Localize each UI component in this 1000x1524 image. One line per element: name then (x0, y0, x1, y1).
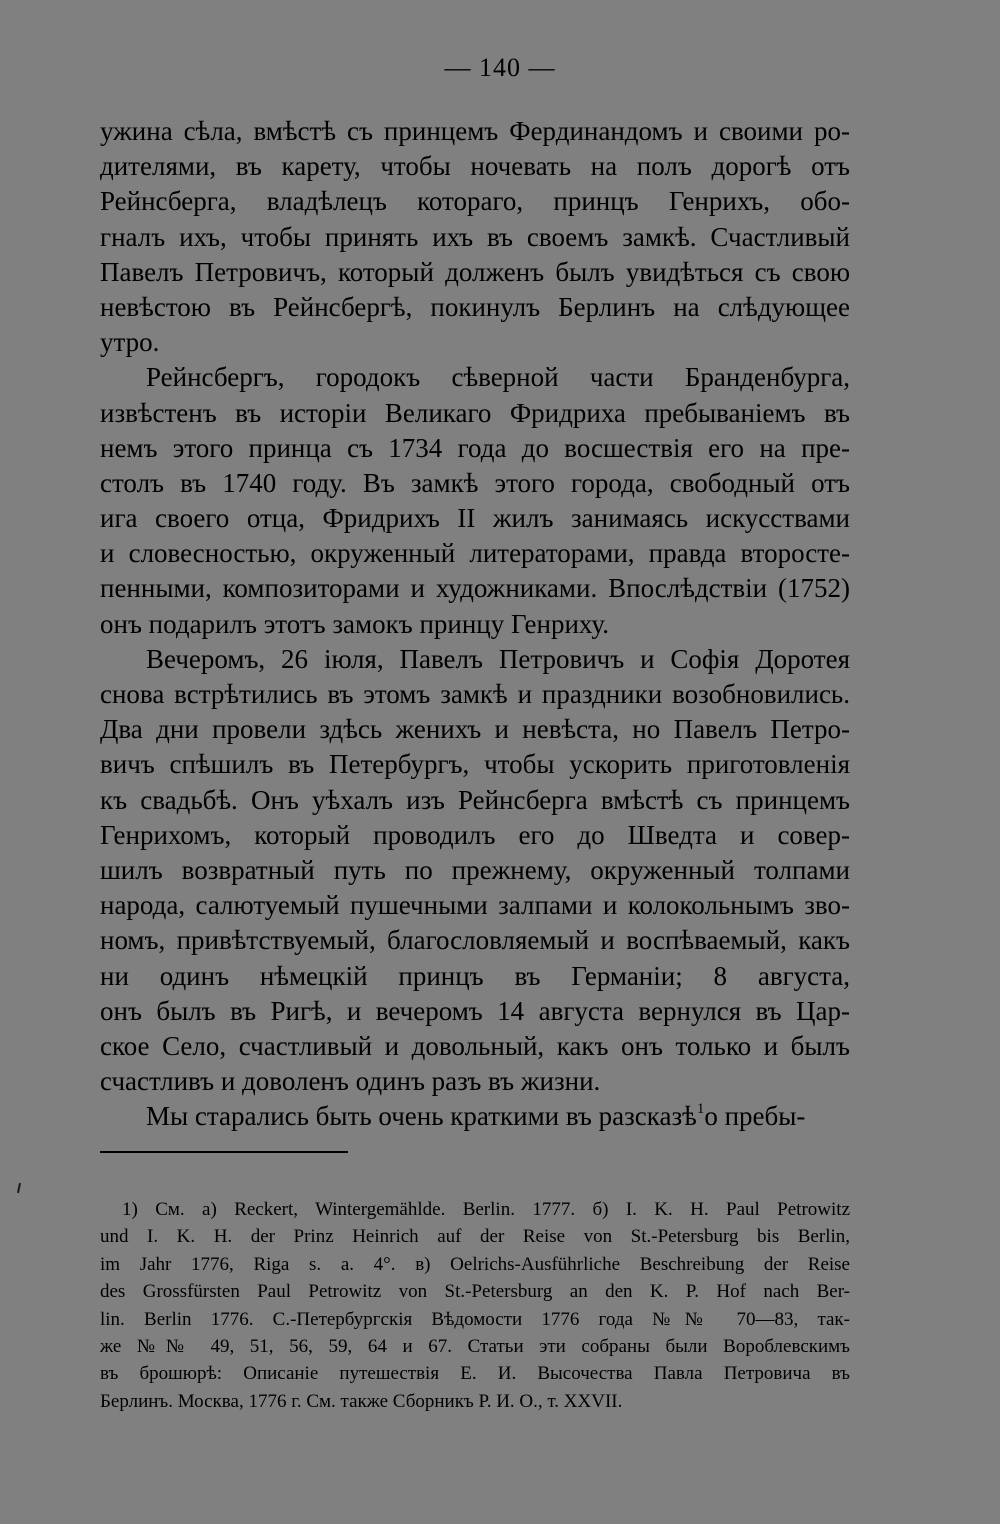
page-number: — 140 — (444, 53, 556, 82)
footnote-line: же №№ 49, 51, 56, 59, 64 и 67. Статьи эти собраны были Вороблевскимъ (100, 1335, 850, 1357)
text-line: ское Село, счастливый и довольный, какъ онъ только и былъ (100, 1030, 850, 1061)
text-line: немъ этого принца съ 1734 года до восшествія его на пре- (100, 432, 850, 463)
footnote-line: im Jahr 1776, Riga s. a. 4°. в) Oelrichs-Ausführliche Beschreibung der Reise (100, 1253, 850, 1275)
text-line: утро. (100, 327, 160, 358)
text-line: гналъ ихъ, чтобы принять ихъ въ своемъ замкѣ. Счастливый (100, 221, 850, 252)
text-segment: о пребы- (704, 1101, 806, 1132)
text-line: номъ, привѣтствуемый, благословляемый и воспѣваемый, какъ (100, 925, 850, 956)
text-line: Два дни провели здѣсь женихъ и невѣста, но Павелъ Петро- (100, 714, 850, 745)
footnote-line: lin. Berlin 1776. С.-Петербургскія Вѣдомости 1776 года №№ 70—83, так- (100, 1308, 850, 1330)
text-line: невѣстою въ Рейнсбергѣ, покинулъ Берлинъ на слѣдующее (100, 291, 850, 322)
text-line: къ свадьбѣ. Онъ уѣхалъ изъ Рейнсберга вмѣстѣ съ принцемъ (100, 784, 850, 815)
text-line: онъ подарилъ этотъ замокъ принцу Генриху. (100, 608, 609, 639)
text-line: ужина сѣла, вмѣстѣ съ принцемъ Фердинандомъ и своими ро- (100, 116, 850, 146)
text-line: дителями, въ карету, чтобы ночевать на полъ дорогѣ отъ (100, 151, 850, 182)
footnote-text: См. а) Reckert, Wintergemählde. Berlin. 1777. б) I. K. H. Paul Petrowitz (155, 1199, 851, 1220)
text-line: и словесностью, окруженный литераторами, правда второсте- (100, 538, 850, 569)
footnote-line: und I. K. H. der Prinz Heinrich auf der Reise von St.-Petersburg bis Berlin, (100, 1226, 850, 1248)
text-line: извѣстенъ въ исторіи Великаго Фридриха пребываніемъ въ (100, 397, 850, 428)
text-line: снова встрѣтились въ этомъ замкѣ и праздники возобновились. (100, 679, 850, 709)
paragraph-first-line (100, 1099, 850, 1134)
text-line: пенными, композиторами и художниками. Впослѣдствіи (1752) (100, 573, 850, 604)
footnote-reference: 1 (696, 1101, 705, 1118)
text-line: счастливъ и доволенъ одинъ разъ въ жизни. (100, 1066, 601, 1097)
footnote-number: 1) (122, 1199, 138, 1220)
footnote-block (100, 1196, 850, 1415)
text-line: онъ былъ въ Ригѣ, и вечеромъ 14 августа вернулся въ Цар- (100, 995, 850, 1026)
text-line: шилъ возвратный путь по прежнему, окруженный толпами (100, 854, 850, 885)
main-text (100, 114, 850, 1134)
paragraph-first-line: Вечеромъ, 26 іюля, Павелъ Петровичъ и Софія Доротея (146, 643, 850, 674)
footnote-line: въ брошюрѣ: Описаніе путешествія Е. И. Высочества Павла Петровича въ (100, 1363, 850, 1385)
text-segment: Мы старались быть очень краткими въ разсказѣ (146, 1101, 697, 1132)
text-line: Генрихомъ, который проводилъ его до Шведта и совер- (100, 819, 850, 850)
text-line: ни одинъ нѣмецкій принцъ въ Германіи; 8 августа, (100, 960, 850, 991)
paragraph-first-line: Рейнсбергъ, городокъ сѣверной части Бранденбурга, (146, 362, 850, 393)
footnote-line: Берлинъ. Москва, 1776 г. См. также Сборникъ Р. И. О., т. XXVII. (100, 1390, 623, 1412)
text-line: народа, салютуемый пушечными залпами и колокольнымъ зво- (100, 890, 850, 921)
text-line: Рейнсберга, владѣлецъ котораго, принцъ Генрихъ, обо- (100, 186, 850, 217)
text-line: вичъ спѣшилъ въ Петербургъ, чтобы ускорить приготовленія (100, 749, 850, 780)
footnote-first-line (100, 1196, 850, 1223)
scan-mark (17, 1183, 21, 1193)
footnote-line: des Grossfürsten Paul Petrowitz von St.-Petersburg an den K. P. Hof nach Ber- (100, 1281, 850, 1303)
footnote-divider (100, 1151, 348, 1153)
text-line: Павелъ Петровичъ, который долженъ былъ увидѣться съ свою (100, 256, 850, 287)
text-line: ига своего отца, Фридрихъ II жилъ занимаясь искусствами (100, 503, 850, 534)
text-line: столъ въ 1740 году. Въ замкѣ этого города, свободный отъ (100, 467, 850, 498)
